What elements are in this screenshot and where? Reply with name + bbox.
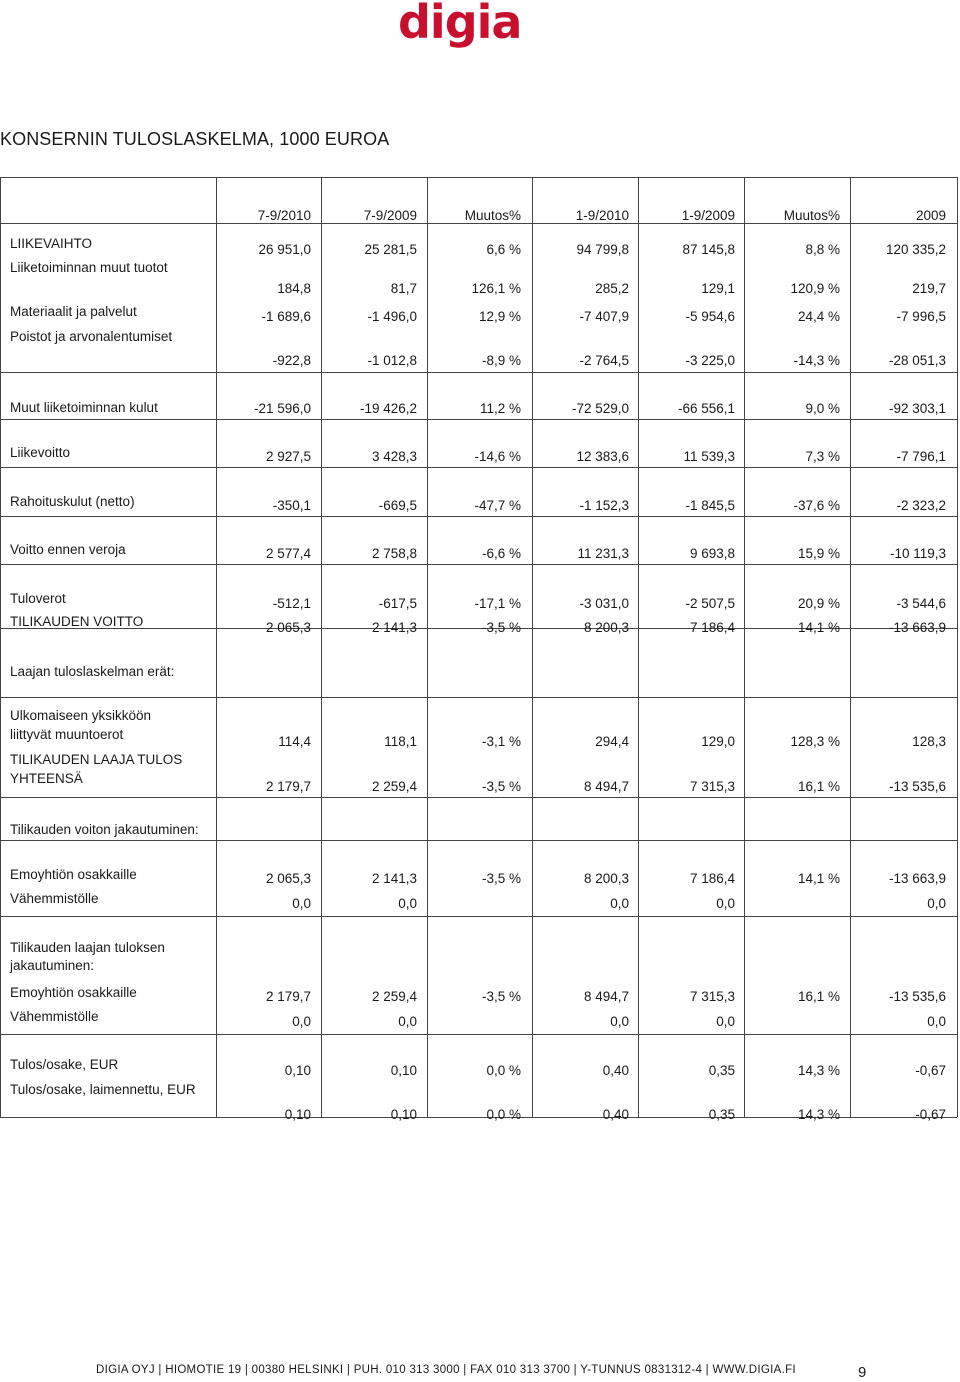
grid-hline — [0, 177, 957, 178]
row-label: Materiaalit ja palvelut — [10, 304, 137, 319]
table-cell: 0,10 — [390, 1107, 417, 1122]
table-cell: 118,1 — [384, 734, 417, 749]
table-cell: -1 012,8 — [367, 353, 417, 368]
table-cell: 20,9 % — [797, 596, 840, 611]
table-cell: -37,6 % — [793, 498, 840, 513]
table-cell: 87 145,8 — [682, 242, 735, 257]
table-cell: -66 556,1 — [677, 401, 735, 416]
table-cell: 15,9 % — [797, 546, 840, 561]
table-cell: 12,9 % — [478, 309, 521, 324]
table-cell: 94 799,8 — [576, 242, 629, 257]
row-label: Ulkomaiseen yksikköön — [10, 708, 152, 723]
row-label: Liiketoiminnan muut tuotot — [10, 260, 168, 275]
table-cell: 0,0 — [610, 1014, 629, 1029]
table-cell: 7 186,4 — [689, 871, 735, 886]
table-cell: 0,0 — [292, 896, 311, 911]
table-cell: -21 596,0 — [253, 401, 311, 416]
table-cell: -3 544,6 — [896, 596, 946, 611]
table-cell: 25 281,5 — [364, 242, 417, 257]
row-label: Emoyhtiön osakkaille — [10, 867, 137, 882]
table-cell: -13 663,9 — [888, 871, 946, 886]
table-cell: 14,1 % — [797, 871, 840, 886]
table-cell: -512,1 — [272, 596, 311, 611]
table-cell: -3,5 % — [481, 620, 521, 635]
row-label: Tilikauden voiton jakautuminen: — [10, 822, 199, 837]
table-cell: 0,35 — [708, 1063, 735, 1078]
table-cell: 0,0 — [716, 896, 735, 911]
table-cell: 14,3 % — [797, 1063, 840, 1078]
row-label: Poistot ja arvonalentumiset — [10, 329, 173, 344]
table-cell: -0,67 — [915, 1063, 946, 1078]
row-label: Tilikauden laajan tuloksen — [10, 940, 165, 955]
table-cell: -1 689,6 — [261, 309, 311, 324]
table-cell: 2 259,4 — [371, 779, 417, 794]
table-cell: 0,0 — [398, 1014, 417, 1029]
table-cell: 2 927,5 — [265, 449, 311, 464]
table-cell: 16,1 % — [797, 779, 840, 794]
table-cell: 0,10 — [390, 1063, 417, 1078]
row-label: Vähemmistölle — [10, 891, 99, 906]
table-cell: 9,0 % — [805, 401, 840, 416]
table-cell: -17,1 % — [474, 596, 521, 611]
table-cell: 0,10 — [284, 1063, 311, 1078]
table-cell: -7 996,5 — [896, 309, 946, 324]
table-cell: 0,0 % — [486, 1107, 521, 1122]
table-cell: -72 529,0 — [571, 401, 629, 416]
table-cell: 11,2 % — [479, 401, 521, 416]
table-cell: 114,4 — [278, 734, 311, 749]
table-cell: 7 315,3 — [689, 989, 735, 1004]
table-cell: 0,0 — [398, 896, 417, 911]
column-header: Muutos% — [464, 208, 521, 223]
grid-hline — [0, 564, 957, 565]
row-label: Tuloverot — [10, 591, 66, 606]
table-cell: -1 845,5 — [685, 498, 735, 513]
page-number: 9 — [858, 1364, 867, 1381]
table-cell: 2 141,3 — [371, 871, 417, 886]
grid-hline — [0, 840, 957, 841]
row-label: liittyvät muuntoerot — [10, 727, 124, 742]
grid-hline — [0, 223, 957, 224]
table-cell: -2 323,2 — [896, 498, 946, 513]
table-cell: -8,9 % — [481, 353, 521, 368]
table-cell: -7 407,9 — [579, 309, 629, 324]
column-header: 7-9/2010 — [257, 208, 311, 223]
table-cell: 2 758,8 — [371, 546, 417, 561]
table-cell: 129,1 — [701, 281, 735, 296]
table-cell: -1 152,3 — [579, 498, 629, 513]
row-label: jakautuminen: — [10, 958, 95, 973]
row-label: Tulos/osake, laimennettu, EUR — [10, 1082, 196, 1097]
table-cell: -6,6 % — [481, 546, 521, 561]
grid-hline — [0, 916, 957, 917]
table-cell: 2 065,3 — [265, 620, 311, 635]
table-cell: 14,3 % — [797, 1107, 840, 1122]
table-cell: 8 494,7 — [583, 779, 629, 794]
table-cell: 24,4 % — [797, 309, 840, 324]
table-cell: 294,4 — [595, 734, 629, 749]
table-cell: 81,7 — [390, 281, 417, 296]
table-cell: 128,3 — [912, 734, 946, 749]
row-label: Tulos/osake, EUR — [10, 1057, 119, 1072]
table-cell: -5 954,6 — [685, 309, 735, 324]
table-cell: 126,1 % — [471, 281, 521, 296]
table-cell: 0,0 — [927, 896, 946, 911]
grid-hline — [0, 1034, 957, 1035]
column-header: 1-9/2010 — [575, 208, 629, 223]
table-cell: 2 259,4 — [371, 989, 417, 1004]
table-cell: -0,67 — [915, 1107, 946, 1122]
row-label: TILIKAUDEN LAAJA TULOS — [10, 752, 183, 767]
table-cell: 2 179,7 — [265, 779, 311, 794]
table-cell: 285,2 — [595, 281, 629, 296]
table-cell: 9 693,8 — [689, 546, 735, 561]
row-label: Vähemmistölle — [10, 1009, 99, 1024]
table-cell: 7 186,4 — [689, 620, 735, 635]
column-header: 1-9/2009 — [681, 208, 735, 223]
table-cell: -28 051,3 — [888, 353, 946, 368]
table-cell: -19 426,2 — [359, 401, 417, 416]
table-cell: 8 494,7 — [583, 989, 629, 1004]
page-title: KONSERNIN TULOSLASKELMA, 1000 EUROA — [0, 129, 390, 149]
table-cell: 3 428,3 — [371, 449, 417, 464]
table-cell: -13 663,9 — [888, 620, 946, 635]
column-header: Muutos% — [783, 208, 840, 223]
row-label: TILIKAUDEN VOITTO — [10, 614, 144, 629]
table-cell: 14,1 % — [797, 620, 840, 635]
table-cell: -3,5 % — [481, 989, 521, 1004]
table-cell: -2 764,5 — [579, 353, 629, 368]
table-cell: 128,3 % — [790, 734, 840, 749]
grid-hline — [0, 697, 957, 698]
table-cell: -3 031,0 — [579, 596, 629, 611]
table-cell: -350,1 — [272, 498, 311, 513]
table-cell: -92 303,1 — [888, 401, 946, 416]
row-label: Emoyhtiön osakkaille — [10, 985, 137, 1000]
table-cell: 129,0 — [701, 734, 735, 749]
column-header: 2009 — [915, 208, 946, 223]
table-cell: -47,7 % — [474, 498, 521, 513]
table-cell: 120,9 % — [790, 281, 840, 296]
table-cell: 26 951,0 — [258, 242, 311, 257]
table-cell: 11 539,3 — [683, 449, 735, 464]
table-cell: 0,40 — [602, 1107, 629, 1122]
table-cell: 0,0 — [292, 1014, 311, 1029]
table-cell: 0,0 — [927, 1014, 946, 1029]
table-cell: -922,8 — [272, 353, 311, 368]
table-cell: 16,1 % — [797, 989, 840, 1004]
table-cell: -3,5 % — [481, 779, 521, 794]
table-cell: 0,35 — [708, 1107, 735, 1122]
grid-hline — [0, 419, 957, 420]
table-cell: 11 231,3 — [577, 546, 629, 561]
row-label: Voitto ennen veroja — [10, 542, 126, 557]
table-cell: -13 535,6 — [888, 989, 946, 1004]
footer-contact: DIGIA OYJ | HIOMOTIE 19 | 00380 HELSINKI | PUH. 010 313 3000 | FAX 010 313 3700 | Y-TUNNUS 0831312-4 | WWW.DIGIA.FI — [96, 1364, 796, 1376]
table-cell: 8 200,3 — [583, 620, 629, 635]
row-label: Laajan tuloslaskelman erät: — [10, 664, 175, 679]
row-label: Muut liiketoiminnan kulut — [10, 400, 158, 415]
grid-hline — [0, 372, 957, 373]
table-cell: 184,8 — [277, 281, 311, 296]
table-cell: 2 179,7 — [265, 989, 311, 1004]
table-cell: 0,0 — [610, 896, 629, 911]
table-cell: -617,5 — [378, 596, 417, 611]
table-cell: -13 535,6 — [888, 779, 946, 794]
table-cell: 2 141,3 — [371, 620, 417, 635]
column-header: 7-9/2009 — [363, 208, 417, 223]
table-cell: 2 577,4 — [265, 546, 311, 561]
table-cell: -2 507,5 — [685, 596, 735, 611]
table-cell: 7,3 % — [805, 449, 840, 464]
table-cell: -10 119,3 — [889, 546, 946, 561]
table-cell: -3,1 % — [481, 734, 521, 749]
table-cell: 6,6 % — [486, 242, 521, 257]
table-cell: 12 383,6 — [576, 449, 629, 464]
table-cell: -14,6 % — [474, 449, 521, 464]
table-cell: -3,5 % — [481, 871, 521, 886]
table-cell: 0,10 — [284, 1107, 311, 1122]
grid-vline — [0, 177, 1, 1117]
row-label: LIIKEVAIHTO — [10, 236, 93, 251]
table-cell: 8 200,3 — [583, 871, 629, 886]
table-cell: 0,40 — [602, 1063, 629, 1078]
grid-vline — [957, 177, 958, 1117]
grid-hline — [0, 516, 957, 517]
grid-hline — [0, 797, 957, 798]
digia-logo: digia — [398, 0, 522, 49]
table-cell: 2 065,3 — [265, 871, 311, 886]
row-label: YHTEENSÄ — [10, 771, 83, 786]
table-cell: 120 335,2 — [885, 242, 946, 257]
table-cell: -669,5 — [378, 498, 417, 513]
table-cell: 0,0 — [716, 1014, 735, 1029]
table-cell: 8,8 % — [805, 242, 840, 257]
row-label: Rahoituskulut (netto) — [10, 494, 135, 509]
table-cell: 0,0 % — [486, 1063, 521, 1078]
table-cell: 219,7 — [912, 281, 946, 296]
table-cell: -7 796,1 — [896, 449, 946, 464]
table-cell: -3 225,0 — [685, 353, 735, 368]
row-label: Liikevoitto — [10, 445, 71, 460]
table-cell: -14,3 % — [793, 353, 840, 368]
table-cell: -1 496,0 — [367, 309, 417, 324]
grid-hline — [0, 467, 957, 468]
table-cell: 7 315,3 — [689, 779, 735, 794]
